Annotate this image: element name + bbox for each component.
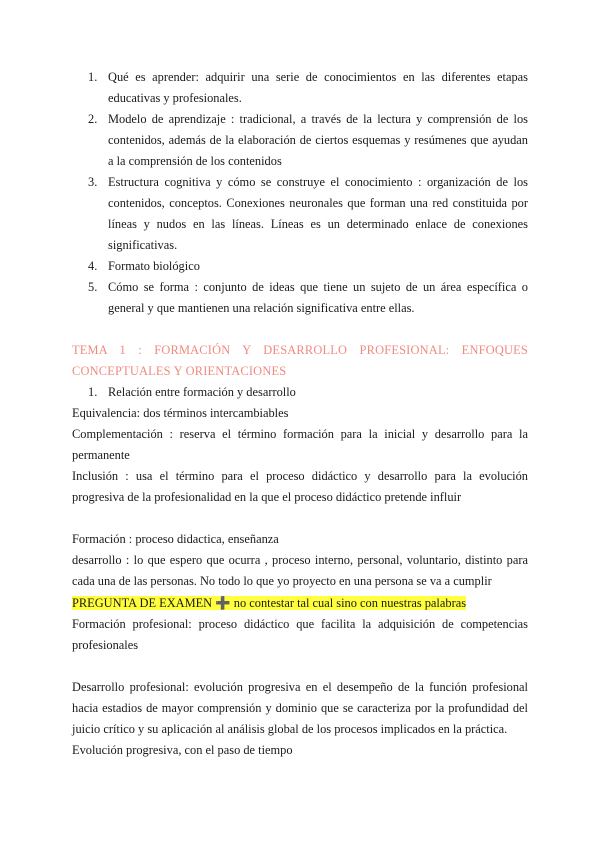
paragraph-complementacion: Complementación : reserva el término formación para la inicial y desarrollo para la permanente: [72, 427, 528, 462]
list-number: 1.: [88, 70, 98, 84]
spacer: [72, 319, 528, 340]
list-item: [72, 256, 528, 277]
list-item-text: Cómo se forma : conjunto de ideas que tiene un sujeto de un área específica o general y que mantienen una relación significativa entre ellas.: [108, 280, 528, 315]
list-item-text: Qué es aprender: adquirir una serie de conocimientos en las diferentes etapas educativas y profesionales.: [108, 70, 528, 105]
highlighted-text: [72, 596, 466, 610]
list-item-text: Estructura cognitiva y cómo se construye el conocimiento : organización de los contenidos, conceptos. Conexiones neuronales que forman una red constituida por líneas y nudos en las líneas. Líneas es un determinado enlace de conexiones significativas.: [108, 175, 528, 252]
paragraph-inclusion: Inclusión : usa el término para el proceso didáctico y desarrollo para la evolución progresiva de la profesionalidad en la que el proceso didáctico pretende influir: [72, 469, 528, 504]
list-item: [72, 277, 528, 319]
paragraph-formacion: Formación : proceso didactica, enseñanza: [72, 532, 279, 546]
exam-question-note: [72, 592, 528, 614]
paragraph-desarrollo-profesional: Desarrollo profesional: evolución progresiva en el desempeño de la función profesional hacia estadios de mayor comprensión y dominio que se caracteriza por la profundidad del juicio crítico y su aplicación al análisis global de los procesos implicados en la práctica.: [72, 680, 528, 736]
list-item-text: Modelo de aprendizaje : tradicional, a través de la lectura y comprensión de los contenidos, además de la elaboración de ciertos esquemas y resúmenes que ayudan a la comprensión de los contenidos: [108, 112, 528, 168]
list-number: 2.: [88, 112, 98, 126]
list-item: [72, 382, 528, 403]
paragraph-formacion-profesional: Formación profesional: proceso didáctico que facilita la adquisición de competencias profesionales: [72, 617, 528, 652]
list-number: 1.: [88, 385, 98, 399]
list-item: [72, 172, 528, 256]
list-item: [72, 67, 528, 109]
exam-question-label: PREGUNTA DE EXAMEN: [72, 596, 213, 610]
list-number: 4.: [88, 259, 98, 273]
list-number: 5.: [88, 280, 98, 294]
blank-line: [72, 656, 528, 677]
list-item-text: Formato biológico: [108, 259, 200, 273]
list-number: 3.: [88, 175, 98, 189]
paragraph-desarrollo: desarrollo : lo que espero que ocurra , proceso interno, personal, voluntario, distinto para cada una de las personas. No todo lo que yo proyecto en una persona se va a cumplir: [72, 553, 528, 588]
plus-icon: ➕: [215, 595, 231, 610]
list-item: [72, 109, 528, 172]
blank-line: [72, 508, 528, 529]
paragraph-equivalencia: Equivalencia: dos términos intercambiables: [72, 406, 289, 420]
paragraph-evolucion: Evolución progresiva, con el paso de tiempo: [72, 743, 293, 757]
numbered-list-aprendizaje: [72, 67, 528, 319]
section-heading: TEMA 1 : FORMACIÓN Y DESARROLLO PROFESIONAL: ENFOQUES CONCEPTUALES Y ORIENTACIONES: [72, 343, 528, 378]
list-item-text: Relación entre formación y desarrollo: [108, 385, 296, 399]
numbered-list-relacion: [72, 382, 528, 403]
exam-question-text: no contestar tal cual sino con nuestras palabras: [230, 596, 467, 610]
